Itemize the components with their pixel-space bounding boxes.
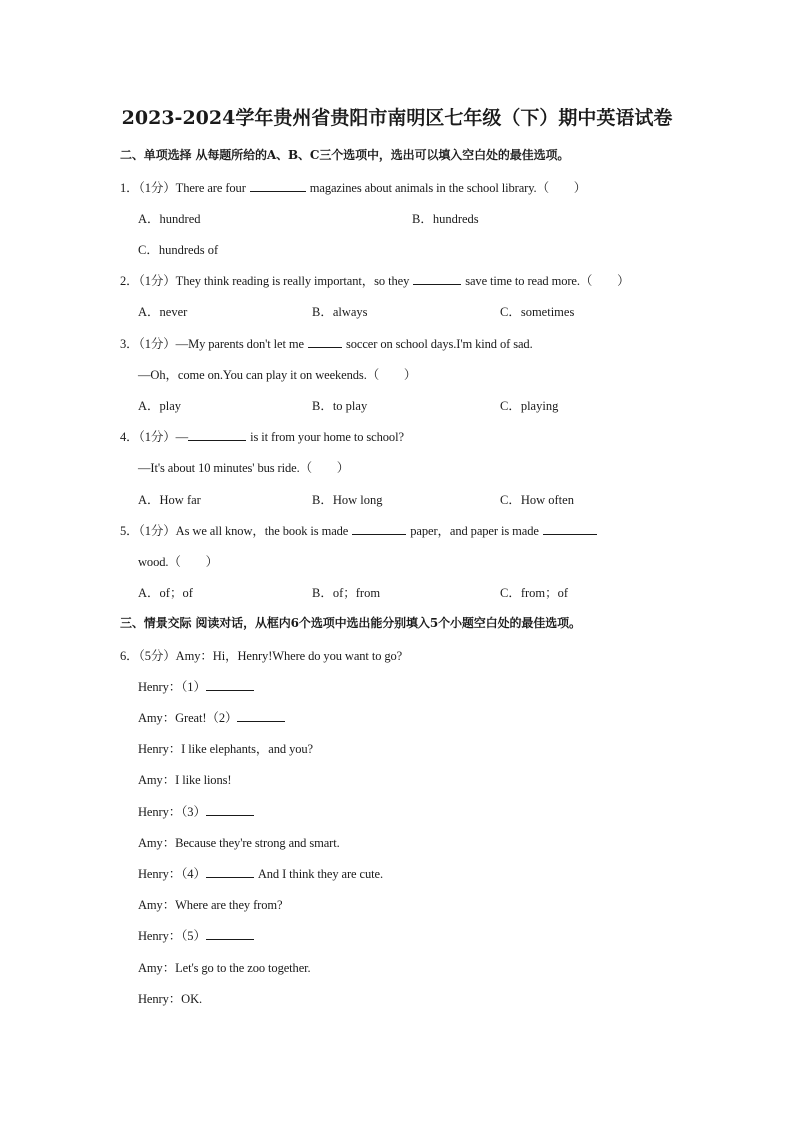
- option-c: C．How often: [500, 493, 574, 507]
- dialogue-first-line: Amy：Hi，Henry!Where do you want to go?: [175, 649, 403, 663]
- question-number: 2．: [120, 274, 139, 288]
- question-score: （5分）: [138, 649, 176, 663]
- question-number: 3．: [120, 337, 139, 351]
- dialogue-line: [138, 958, 311, 976]
- dialogue-line: [138, 864, 383, 882]
- question-score: （1分）: [138, 337, 176, 351]
- question-text: soccer on school days.I'm kind of sad.: [345, 337, 533, 351]
- option-c: C．from；of: [500, 586, 569, 600]
- option-c: C．hundreds of: [138, 243, 219, 257]
- answer-blank: [352, 523, 406, 535]
- option-b: B．How long: [312, 493, 383, 507]
- dialogue-line: [138, 770, 231, 788]
- answer-blank: [206, 928, 254, 940]
- answer-blank: [308, 336, 342, 348]
- question-number: 6．: [120, 649, 139, 663]
- question-text: There are four: [175, 181, 246, 195]
- question-text: —My parents don't let me: [175, 337, 304, 351]
- section-2-heading: 二、单项选择 从每题所给的A、B、C三个选项中，选出可以填入空白处的最佳选项。: [120, 148, 570, 162]
- dialogue-text: OK.: [181, 992, 203, 1006]
- question-text: is it from your home to school?: [250, 430, 404, 444]
- option-a: A．hundred: [138, 212, 201, 226]
- question-score: （1分）: [138, 274, 176, 288]
- speaker: Henry：: [138, 992, 182, 1006]
- exam-title: 2023-2024学年贵州省贵阳市南明区七年级（下）期中英语试卷: [121, 107, 673, 129]
- dialogue-text: （4）: [181, 867, 206, 881]
- question-score: （1分）: [138, 181, 176, 195]
- dialogue-line: [138, 895, 282, 913]
- section-3-heading: 三、情景交际 阅读对话，从框内6个选项中选出能分别填入5个小题空白处的最佳选项。: [120, 616, 581, 630]
- speaker: Henry：: [138, 680, 182, 694]
- dialogue-text: I like lions!: [175, 773, 232, 787]
- answer-blank: [206, 679, 254, 691]
- answer-blank: [237, 710, 285, 722]
- question-3: [120, 334, 533, 352]
- question-text: magazines about animals in the school library.（ ）: [309, 181, 587, 195]
- question-6: [120, 646, 402, 664]
- dialogue-text: （5）: [181, 929, 206, 943]
- question-1: [120, 178, 586, 196]
- answer-blank: [413, 273, 461, 285]
- speaker: Amy：: [138, 836, 176, 850]
- question-number: 5．: [120, 524, 139, 538]
- question-4-response: —It's about 10 minutes' bus ride.（ ）: [138, 461, 350, 475]
- dialogue-text: Let's go to the zoo together.: [175, 961, 311, 975]
- answer-blank: [206, 866, 254, 878]
- question-score: （1分）: [138, 430, 176, 444]
- speaker: Henry：: [138, 805, 182, 819]
- option-a: A．never: [138, 305, 188, 319]
- option-b: B．hundreds: [412, 212, 479, 226]
- option-b: B．to play: [312, 399, 368, 413]
- speaker: Henry：: [138, 742, 182, 756]
- dialogue-line: [138, 802, 258, 820]
- option-b: B．of；from: [312, 586, 381, 600]
- answer-blank: [206, 804, 254, 816]
- question-text: —: [175, 430, 189, 444]
- dialogue-line: [138, 739, 313, 757]
- dialogue-text: （1）: [181, 680, 206, 694]
- option-c: C．sometimes: [500, 305, 575, 319]
- dialogue-text: （3）: [181, 805, 206, 819]
- speaker: Amy：: [138, 898, 176, 912]
- question-number: 4．: [120, 430, 139, 444]
- answer-blank: [543, 523, 597, 535]
- speaker: Amy：: [138, 773, 176, 787]
- dialogue-text: Because they're strong and smart.: [175, 836, 340, 850]
- question-4: [120, 427, 404, 445]
- dialogue-line: [138, 989, 202, 1007]
- question-text: save time to read more.（ ）: [465, 274, 630, 288]
- speaker: Amy：: [138, 711, 176, 725]
- option-b: B．always: [312, 305, 368, 319]
- answer-blank: [250, 180, 306, 192]
- question-score: （1分）: [138, 524, 176, 538]
- question-text: As we all know，the book is made: [175, 524, 349, 538]
- question-text: paper，and paper is made: [410, 524, 539, 538]
- dialogue-text: Great!（2）: [175, 711, 238, 725]
- dialogue-text: Where are they from?: [175, 898, 283, 912]
- question-2: [120, 271, 630, 289]
- question-number: 1．: [120, 181, 139, 195]
- question-3-response: —Oh，come on.You can play it on weekends.（ ）: [138, 368, 417, 382]
- speaker: Henry：: [138, 929, 182, 943]
- question-5-continuation: wood.（ ）: [138, 555, 219, 569]
- dialogue-text: I like elephants，and you?: [181, 742, 313, 756]
- dialogue-line: [138, 833, 340, 851]
- speaker: Amy：: [138, 961, 176, 975]
- option-a: A．How far: [138, 493, 201, 507]
- dialogue-line: [138, 677, 258, 695]
- dialogue-line: [138, 926, 258, 944]
- question-5: [120, 521, 601, 539]
- dialogue-text: And I think they are cute.: [257, 867, 383, 881]
- option-c: C．playing: [500, 399, 559, 413]
- option-a: A．play: [138, 399, 182, 413]
- question-text: They think reading is really important，so they: [175, 274, 410, 288]
- option-a: A．of；of: [138, 586, 193, 600]
- speaker: Henry：: [138, 867, 182, 881]
- answer-blank: [188, 429, 246, 441]
- dialogue-line: [138, 708, 289, 726]
